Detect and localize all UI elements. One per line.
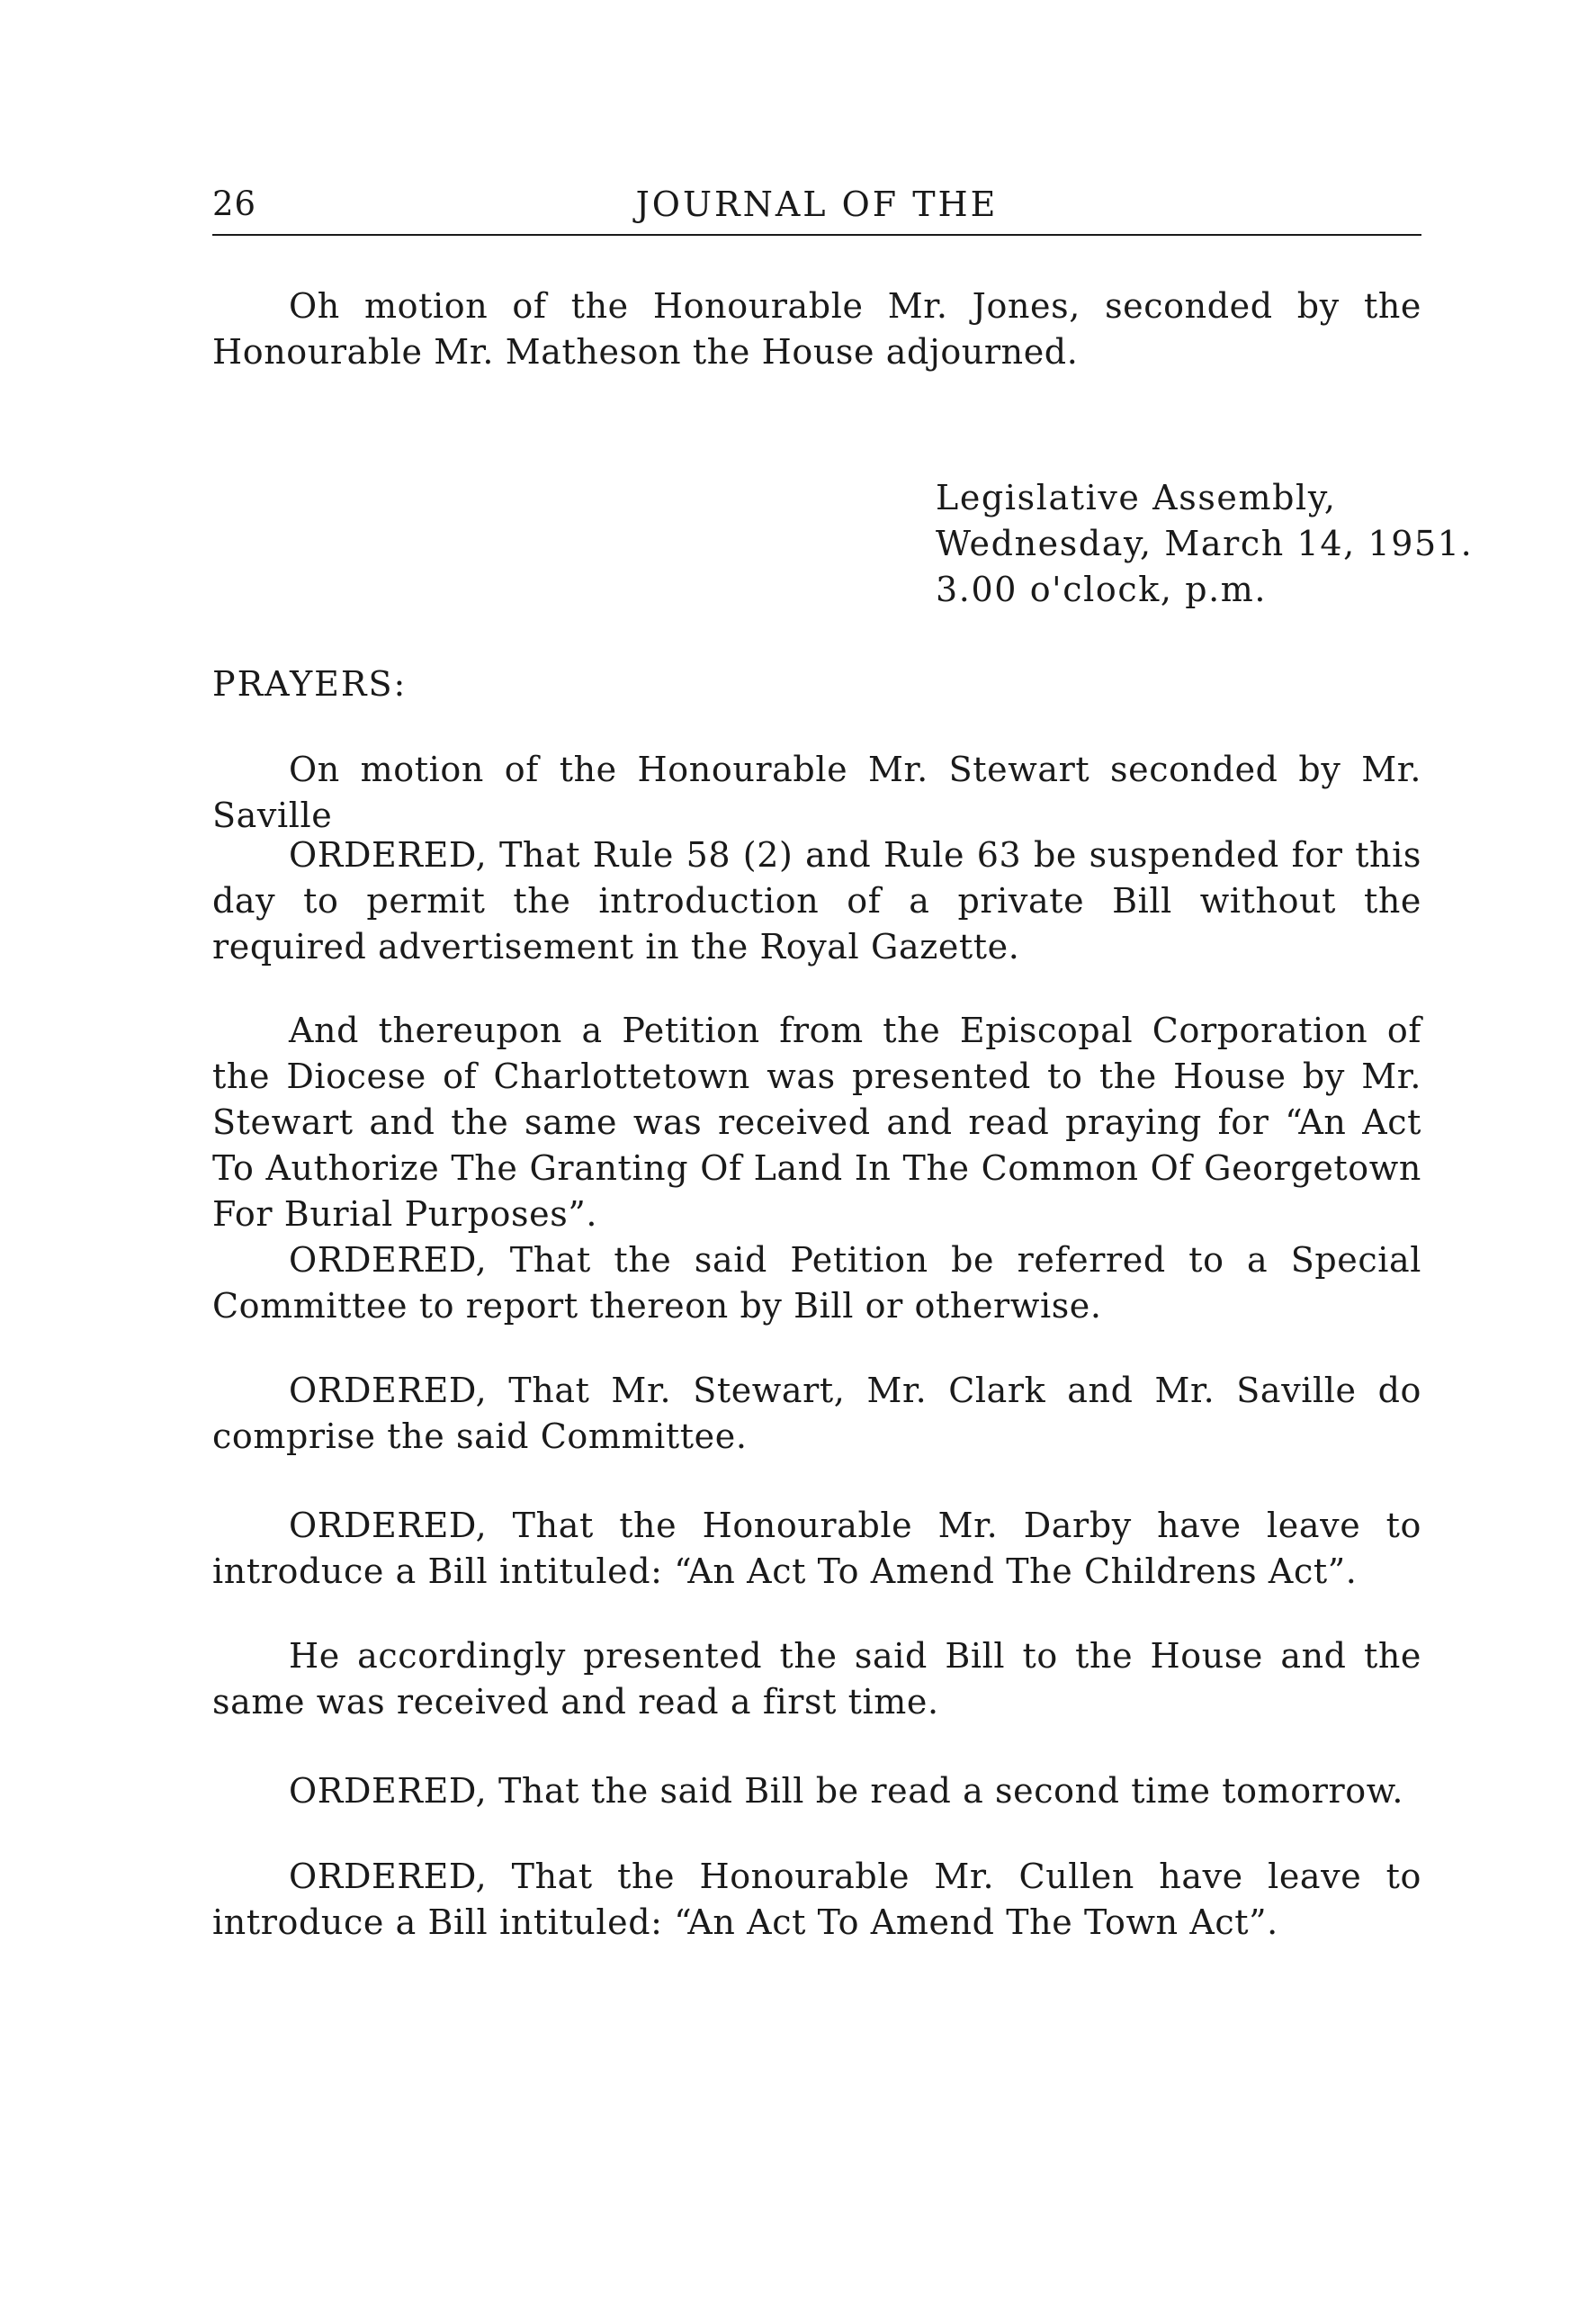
paragraph-text: ORDERED, That the Honourable Mr. Darby have leave to introduce a Bill intituled: “An Act To Amend The Childrens Act”.	[212, 1506, 1421, 1591]
proceedings-paragraph-9	[212, 1854, 1421, 1946]
proceedings-paragraph-5	[212, 1368, 1421, 1460]
paragraph-text: And thereupon a Petition from the Episcopal Corporation of the Diocese of Charlottetown was presented to the House by Mr. Stewart and the same was received and read praying for “An Act To Authorize The Granting Of Land In The Common Of Georgetown For Burial Purposes”.	[212, 1011, 1421, 1234]
running-title: JOURNAL OF THE	[635, 184, 999, 224]
proceedings-paragraph-2	[212, 832, 1421, 970]
prayers-heading: PRAYERS:	[212, 664, 408, 704]
proceedings-paragraph-8	[212, 1768, 1421, 1814]
paragraph-text: ORDERED, That Mr. Stewart, Mr. Clark and Mr. Saville do comprise the said Committee.	[212, 1371, 1421, 1456]
opening-block	[212, 283, 1421, 375]
proceedings-paragraph-4	[212, 1237, 1421, 1329]
paragraph-text: He accordingly presented the said Bill to the House and the same was received and read a first time.	[212, 1636, 1421, 1722]
proceedings-paragraph-3	[212, 1008, 1421, 1237]
paragraph-text: ORDERED, That the said Petition be referred to a Special Committee to report thereon by Bill or otherwise.	[212, 1240, 1421, 1326]
proceedings-paragraph-7	[212, 1633, 1421, 1725]
paragraph-text: ORDERED, That the said Bill be read a second time tomorrow.	[289, 1771, 1404, 1811]
opening-paragraph: Oh motion of the Honourable Mr. Jones, seconded by the Honourable Mr. Matheson the House adjourned.	[212, 286, 1421, 372]
dateline-time: 3.00 o'clock, p.m.	[936, 570, 1268, 609]
page-header	[212, 184, 1421, 238]
proceedings-paragraph-6	[212, 1503, 1421, 1595]
paragraph-text: On motion of the Honourable Mr. Stewart seconded by Mr. Saville	[212, 750, 1421, 835]
header-rule	[212, 234, 1421, 236]
paragraph-text: ORDERED, That the Honourable Mr. Cullen have leave to introduce a Bill intituled: “An Act To Amend The Town Act”.	[212, 1857, 1421, 1942]
paragraph-text: ORDERED, That Rule 58 (2) and Rule 63 be suspended for this day to permit the introduction of a private Bill without the required advertisement in the Royal Gazette.	[212, 835, 1421, 967]
dateline-date: Wednesday, March 14, 1951.	[936, 524, 1474, 563]
page-number: 26	[212, 184, 257, 223]
dateline	[936, 475, 1473, 613]
proceedings-paragraph-1	[212, 747, 1421, 839]
dateline-place: Legislative Assembly,	[936, 478, 1337, 517]
